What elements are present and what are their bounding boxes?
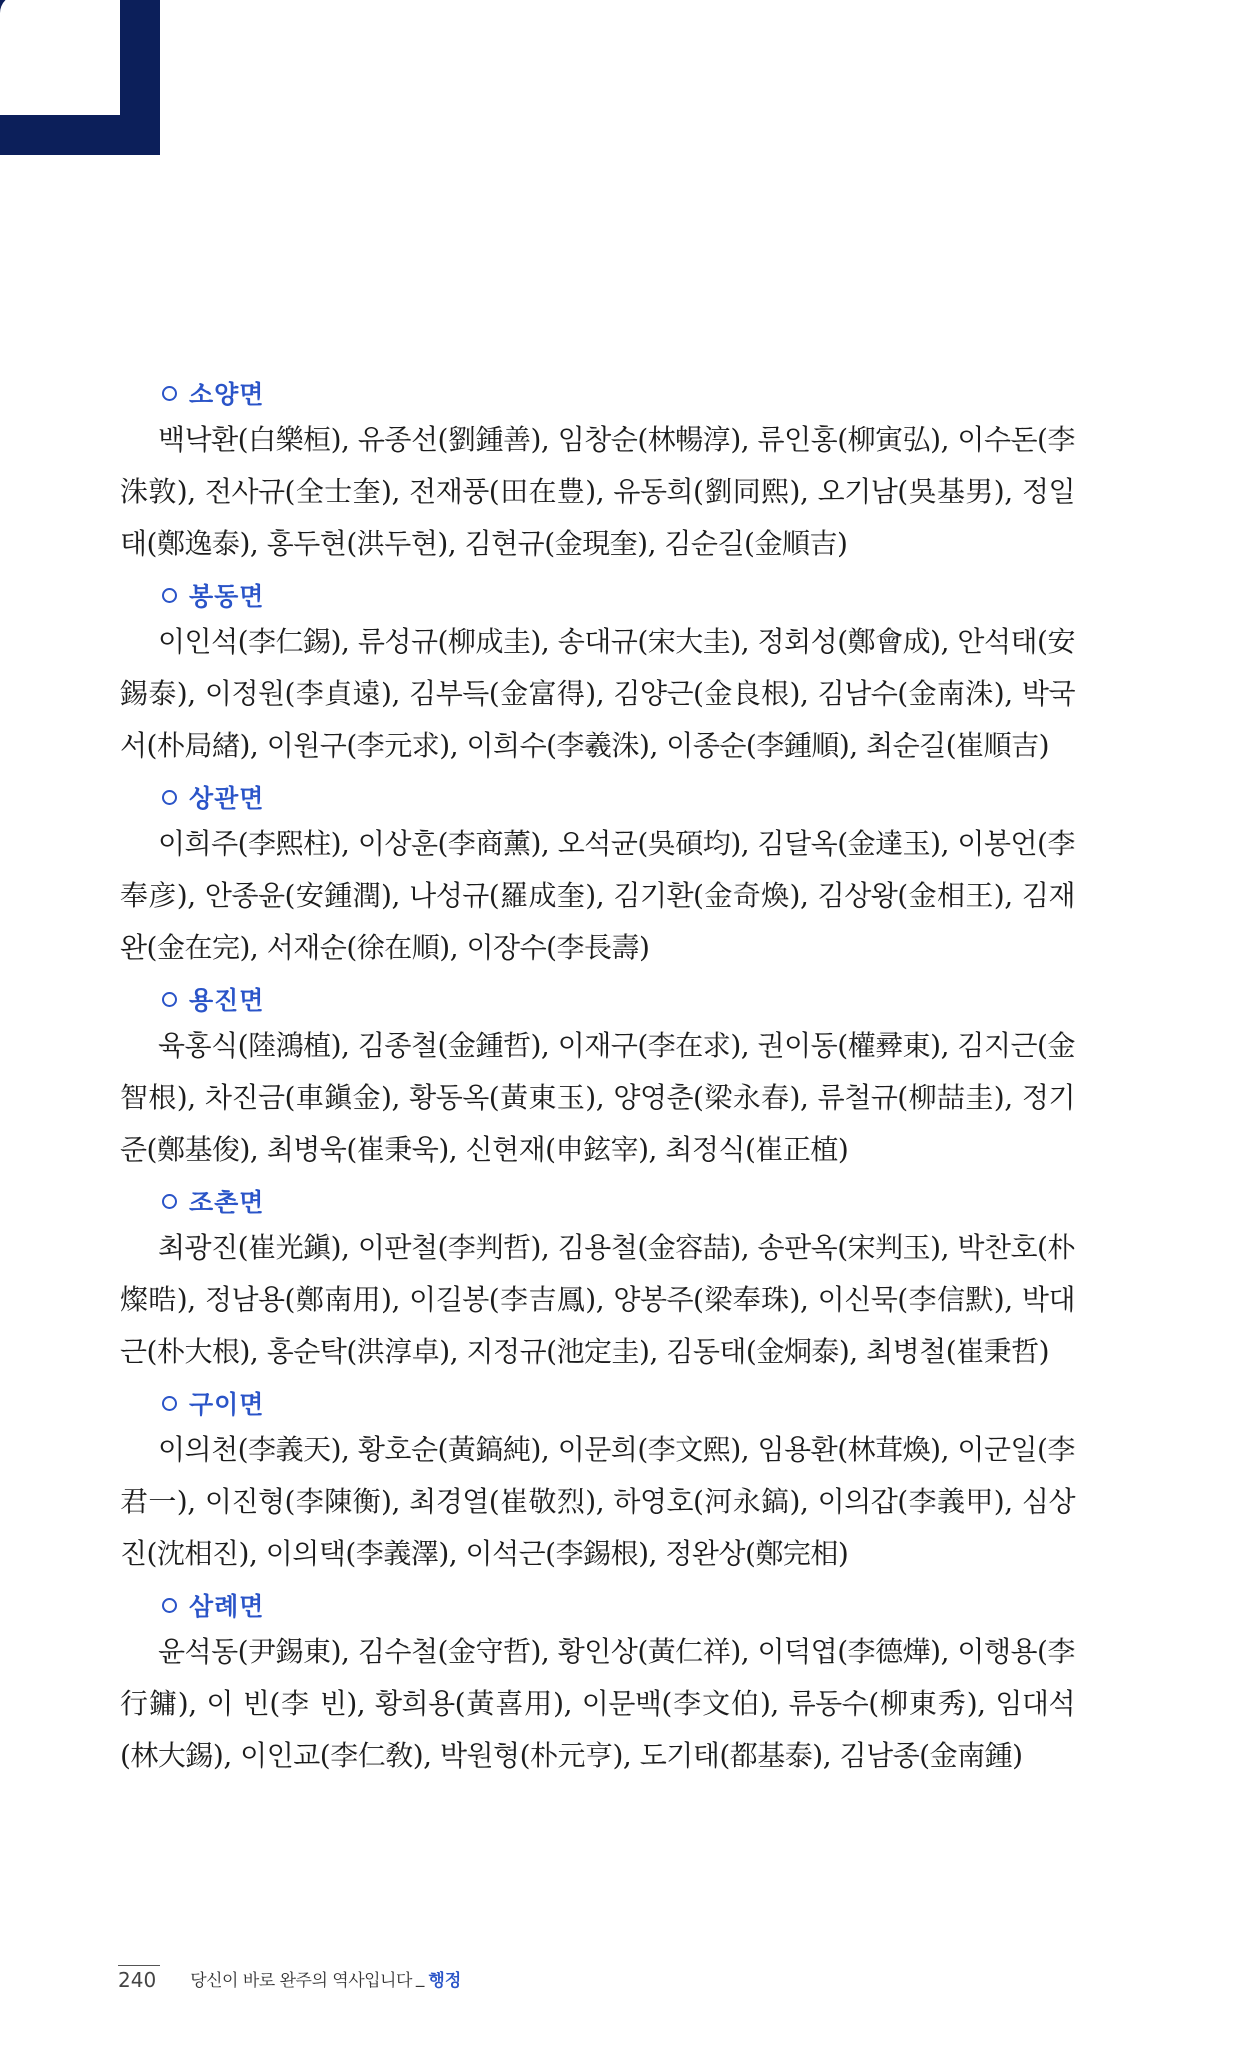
section-heading — [120, 978, 1075, 1020]
page-number: 240 — [118, 1965, 160, 1992]
section-heading — [120, 574, 1075, 616]
circle-bullet-icon — [162, 1396, 177, 1411]
section-title: 조촌면 — [189, 1188, 265, 1217]
section-sanggwan — [120, 776, 1075, 974]
section-yongjin — [120, 978, 1075, 1176]
circle-bullet-icon — [162, 992, 177, 1007]
section-paragraph: 이희주(李熙柱), 이상훈(李商薰), 오석균(吳碩均), 김달옥(金達玉), 이봉언(李奉彦), 안종윤(安鍾潤), 나성규(羅成奎), 김기환(金奇煥), 김상왕(金相王), 김재완(金在完), 서재순(徐在順), 이장수(李長壽) — [120, 827, 1075, 964]
corner-tab-decoration — [0, 0, 160, 155]
section-heading — [120, 372, 1075, 414]
section-paragraph: 이인석(李仁錫), 류성규(柳成圭), 송대규(宋大圭), 정회성(鄭會成), 안석태(安錫泰), 이정원(李貞遠), 김부득(金富得), 김양근(金良根), 김남수(金南洙), 박국서(朴局緖), 이원구(李元求), 이희수(李羲洙), 이종순(李鍾順), 최순길(崔順吉) — [120, 625, 1075, 762]
section-title: 봉동면 — [189, 582, 265, 611]
circle-bullet-icon — [162, 1194, 177, 1209]
section-title: 구이면 — [189, 1390, 265, 1419]
section-jochon — [120, 1180, 1075, 1378]
section-gui — [120, 1382, 1075, 1580]
section-heading — [120, 776, 1075, 818]
section-heading — [120, 1180, 1075, 1222]
section-heading — [120, 1382, 1075, 1424]
circle-bullet-icon — [162, 386, 177, 401]
page-content — [120, 368, 1075, 1784]
circle-bullet-icon — [162, 1598, 177, 1613]
corner-notch — [0, 0, 120, 115]
section-bongdong — [120, 574, 1075, 772]
circle-bullet-icon — [162, 588, 177, 603]
section-title: 삼례면 — [189, 1592, 265, 1621]
section-paragraph: 백낙환(白樂桓), 유종선(劉鍾善), 임창순(林暢淳), 류인홍(柳寅弘), 이수돈(李洙敦), 전사규(全士奎), 전재풍(田在豊), 유동희(劉同熙), 오기남(吳基男), 정일태(鄭逸泰), 홍두현(洪두현), 김현규(金現奎), 김순길(金順吉) — [120, 423, 1075, 560]
footer-separator: _ — [415, 1968, 425, 1988]
section-paragraph: 최광진(崔光鎭), 이판철(李判哲), 김용철(金容喆), 송판옥(宋判玉), 박찬호(朴燦晧), 정남용(鄭南用), 이길봉(李吉鳳), 양봉주(梁奉珠), 이신묵(李信默), 박대근(朴大根), 홍순탁(洪淳卓), 지정규(池定圭), 김동태(金烔泰), 최병철(崔秉哲) — [120, 1231, 1075, 1368]
section-title: 용진면 — [189, 986, 265, 1015]
page-footer — [118, 1958, 461, 1998]
section-heading — [120, 1584, 1075, 1626]
section-title: 상관면 — [189, 784, 265, 813]
circle-bullet-icon — [162, 790, 177, 805]
section-samrye — [120, 1584, 1075, 1782]
section-soyang — [120, 372, 1075, 570]
section-paragraph: 윤석동(尹錫東), 김수철(金守哲), 황인상(黃仁祥), 이덕엽(李德燁), 이행용(李行鏞), 이 빈(李 빈), 황희용(黃喜用), 이문백(李文伯), 류동수(柳東秀), 임대석(林大錫), 이인교(李仁敎), 박원형(朴元亨), 도기태(都基泰), 김남종(金南鍾) — [120, 1635, 1075, 1772]
section-title: 소양면 — [189, 380, 265, 409]
section-paragraph: 이의천(李義天), 황호순(黃鎬純), 이문희(李文熙), 임용환(林茸煥), 이군일(李君一), 이진형(李陳衡), 최경열(崔敬烈), 하영호(河永鎬), 이의갑(李義甲), 심상진(沈相진), 이의택(李義澤), 이석근(李錫根), 정완상(鄭完相) — [120, 1433, 1075, 1570]
section-paragraph: 육홍식(陸鴻植), 김종철(金鍾哲), 이재구(李在求), 권이동(權彛東), 김지근(金智根), 차진금(車鎭金), 황동옥(黃東玉), 양영춘(梁永春), 류철규(柳喆圭), 정기준(鄭基俊), 최병욱(崔秉욱), 신현재(申鉉宰), 최정식(崔正植) — [120, 1029, 1075, 1166]
book-title: 당신이 바로 완주의 역사입니다 — [190, 1970, 412, 1991]
chapter-name: 행정 — [428, 1970, 462, 1991]
